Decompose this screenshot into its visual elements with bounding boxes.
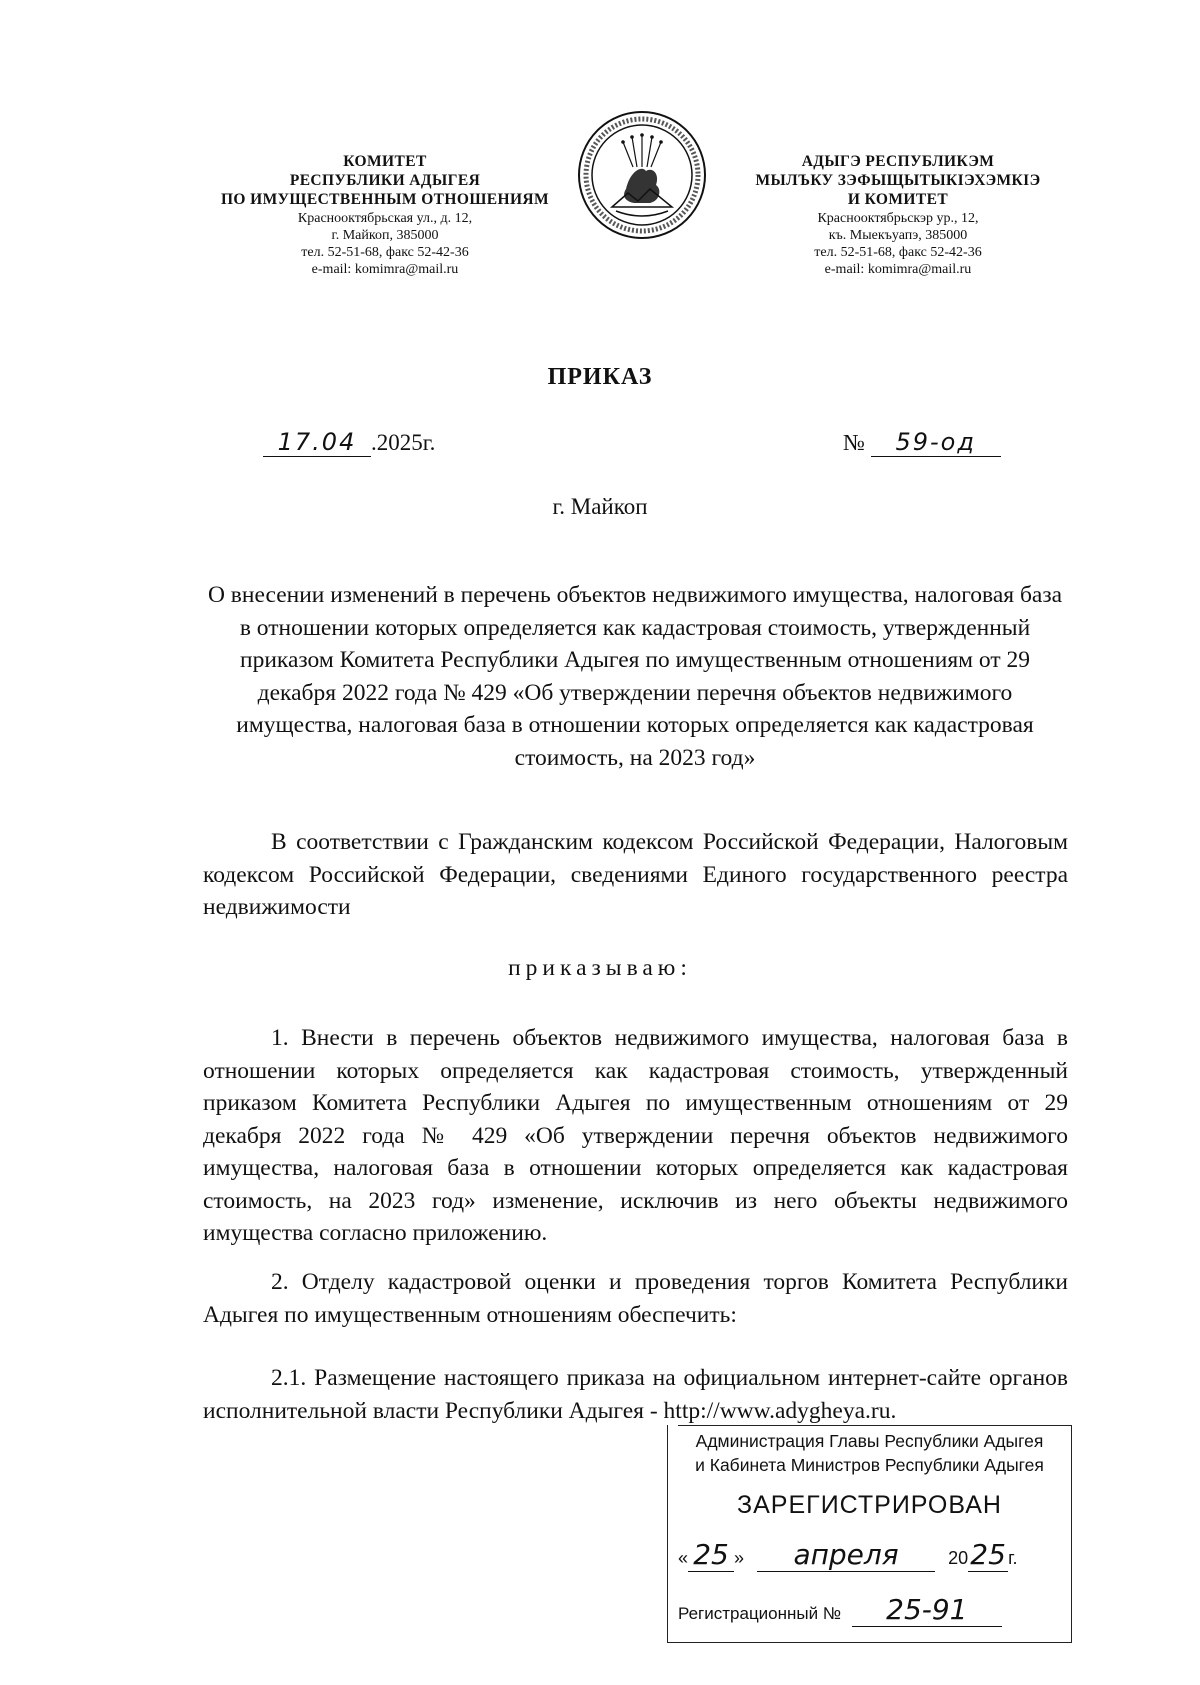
registration-stamp	[667, 1425, 1072, 1643]
header-right-city: къ. Мыекъуапэ, 385000	[828, 227, 968, 243]
header-left-city: г. Майкоп, 385000	[331, 227, 439, 243]
stamp-top-border	[678, 1425, 1071, 1426]
coat-of-arms-icon	[576, 109, 708, 241]
order-subject: О внесении изменений в перечень объектов недвижимого имущества, налоговая база в отношении которых определяется как кадастровая стоимость, утвержденный приказом Комитета Республики Адыгея по имущественным отношениям от 29 декабря 2022 года № 429 «Об утверждении перечня объектов недвижимого имущества, налоговая база в отношении которых определяется как кадастровая стоимость, на 2023 год»	[207, 582, 1063, 771]
order-date	[263, 428, 435, 457]
header-left-block	[195, 153, 575, 278]
number-handwritten: 59-од	[871, 428, 1001, 457]
basis-paragraph: В соответствии с Гражданским кодексом Российской Федерации, Налоговым кодексом Российской Федерации, сведениями Единого государственного реестра недвижимости	[203, 829, 1068, 920]
item-2-1-paragraph: 2.1. Размещение настоящего приказа на официальном интернет-сайте органов исполнительной власти Республики Адыгея - http://www.adygheya.ru.	[203, 1365, 1068, 1424]
header-left-email: e-mail: komimra@mail.ru	[311, 261, 459, 277]
header-left-phone: тел. 52-51-68, факс 52-42-36	[301, 244, 469, 260]
header-left-line3: ПО ИМУЩЕСТВЕННЫМ ОТНОШЕНИЯМ	[220, 190, 550, 208]
stamp-year-suffix: 25	[968, 1538, 1008, 1572]
item-2-paragraph: 2. Отделу кадастровой оценки и проведения торгов Комитета Республики Адыгея по имущественным отношениям обеспечить:	[203, 1269, 1068, 1328]
number-prefix: №	[843, 430, 865, 455]
stamp-day: 25	[688, 1538, 734, 1572]
header-right-line2: МЫЛЪКУ ЗЭФЫЩЫТЫКIЭХЭМКIЭ	[755, 171, 1041, 189]
stamp-month: апреля	[757, 1538, 935, 1572]
header-right-line1: АДЫГЭ РЕСПУБЛИКЭМ	[801, 153, 995, 170]
stamp-year-prefix: 20	[948, 1548, 969, 1568]
stamp-line1: Администрация Главы Республики Адыгея	[695, 1431, 1044, 1451]
header-right-phone: тел. 52-51-68, факс 52-42-36	[814, 244, 982, 260]
header-right-address: Краснооктябрьскэр ур., 12,	[817, 210, 979, 226]
city-line: г. Майкоп	[552, 494, 648, 519]
stamp-reg-label: Регистрационный №	[678, 1604, 842, 1623]
header-right-block	[718, 153, 1078, 278]
header-left-address: Краснооктябрьская ул., д. 12,	[297, 210, 473, 226]
header-left-line2: РЕСПУБЛИКИ АДЫГЕЯ	[289, 171, 481, 189]
header-right-email: e-mail: komimra@mail.ru	[824, 261, 972, 277]
date-handwritten: 17.04	[263, 428, 371, 457]
stamp-registered: ЗАРЕГИСТРИРОВАН	[737, 1491, 1002, 1519]
header-left-line1: КОМИТЕТ	[343, 153, 427, 170]
document-title: ПРИКАЗ	[547, 364, 653, 390]
header-right-line3: И КОМИТЕТ	[847, 190, 949, 208]
stamp-day-open: «	[678, 1548, 689, 1568]
decree-word: приказываю:	[508, 955, 692, 981]
item-1-paragraph: 1. Внести в перечень объектов недвижимого имущества, налоговая база в отношении которых определяется как кадастровая стоимость, утвержденный приказом Комитета Республики Адыгея по имущественным отношениям от 29 декабря 2022 года № 429 «Об утверждении перечня объектов недвижимого имущества, налоговая база в отношении которых определяется как кадастровая стоимость, на 2023 год» изменение, исключив из него объекты недвижимого имущества согласно приложению.	[203, 1025, 1068, 1246]
stamp-date-row	[678, 1538, 1061, 1572]
stamp-reg-number: 25-91	[852, 1593, 1002, 1627]
stamp-registration-number-row	[678, 1593, 1061, 1627]
order-number	[843, 428, 1001, 457]
stamp-day-close: »	[734, 1548, 745, 1568]
stamp-year-mark: г.	[1008, 1548, 1018, 1568]
stamp-line2: и Кабинета Министров Республики Адыгея	[695, 1455, 1044, 1475]
date-suffix: .2025г.	[371, 430, 436, 455]
